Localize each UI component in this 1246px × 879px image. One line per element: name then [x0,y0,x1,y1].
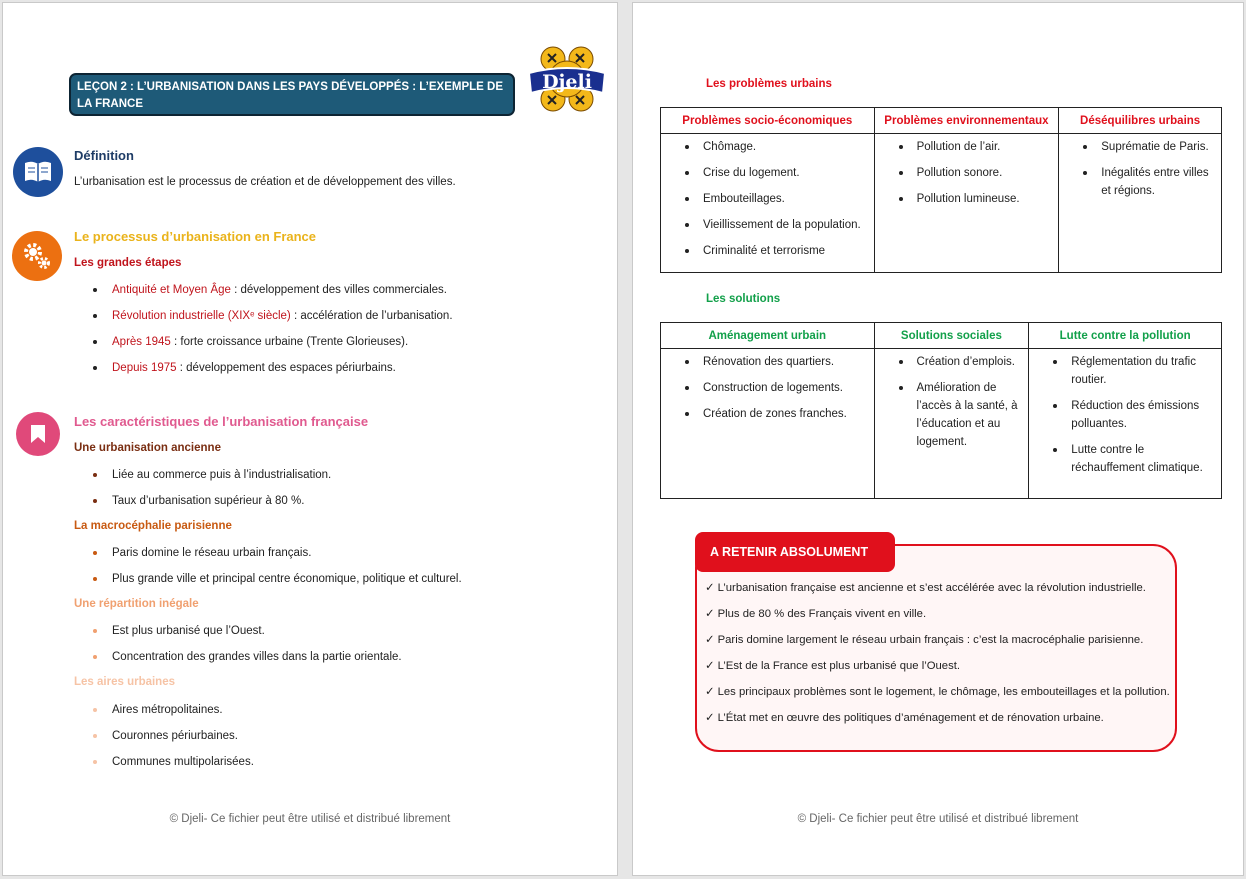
retain-item-text: Les principaux problèmes sont le logement, le chômage, les embouteillages et la pollution. [717,686,1170,698]
retain-item [705,709,1181,727]
group-list [74,703,594,781]
group-item-text: Aires métropolitaines. [112,704,223,716]
process-step [74,335,594,361]
solutions-header: Solutions sociales [874,323,1029,349]
problems-header: Déséquilibres urbains [1059,108,1222,134]
characteristics-heading: Les caractéristiques de l’urbanisation française [74,414,369,429]
bookmark-icon [16,412,60,456]
table-item: Suprématie de Paris. [1059,138,1217,156]
process-step-text: : forte croissance urbaine (Trente Glorieuses). [170,336,409,348]
check-icon: ✓ [705,582,718,594]
retain-title [695,532,895,572]
group-item-text: Liée au commerce puis à l’industrialisation. [112,469,332,481]
process-step [74,309,594,335]
solutions-title: Les solutions [706,293,781,305]
table-item: Pollution de l’air. [875,138,1055,156]
left-page [2,2,618,876]
djeli-logo [523,43,611,119]
retain-item [705,683,1181,701]
problems-cell [1059,134,1222,273]
djeli-logo-graphic [523,43,611,119]
lesson-title: LEÇON 2 : L’URBANISATION DANS LES PAYS DÉVELOPPÉS : L’EXEMPLE DE LA FRANCE [77,81,503,110]
group-item [74,729,594,755]
process-subheading: Les grandes étapes [74,257,182,269]
problems-title: Les problèmes urbains [706,78,832,90]
table-item: Pollution lumineuse. [875,190,1055,208]
group-item-text: Taux d’urbanisation supérieur à 80 %. [112,495,305,507]
lesson-title-banner [69,73,515,116]
group-title: Une répartition inégale [74,598,199,610]
table-item: Création de zones franches. [661,405,870,423]
table-item: Construction de logements. [661,379,870,397]
problems-table [660,107,1222,273]
table-item: Chômage. [661,138,870,156]
table-item: Création d’emplois. [875,353,1025,371]
problems-cell [661,134,875,273]
problems-header: Problèmes socio-économiques [661,108,875,134]
right-page [632,2,1244,876]
retain-item-text: L’Est de la France est plus urbanisé que l’Ouest. [717,660,961,672]
process-step [74,283,594,309]
process-step [74,361,594,387]
retain-title-text: A RETENIR ABSOLUMENT [710,545,869,559]
group-item [74,468,594,494]
solutions-cell [874,349,1029,499]
table-item: Pollution sonore. [875,164,1055,182]
group-item-text: Paris domine le réseau urbain français. [112,547,312,559]
table-item: Rénovation des quartiers. [661,353,870,371]
group-list [74,546,594,598]
group-item-text: Couronnes périurbaines. [112,730,238,742]
solutions-table [660,322,1222,499]
table-item: Lutte contre le réchauffement climatique. [1029,441,1217,477]
group-title: Les aires urbaines [74,676,175,688]
group-item-text: Concentration des grandes villes dans la partie orientale. [112,651,402,663]
group-item [74,703,594,729]
group-item [74,546,594,572]
process-step-text: : développement des espaces périurbains. [176,362,396,374]
table-item: Criminalité et terrorisme [661,242,870,260]
group-item [74,755,594,781]
definition-text: L’urbanisation est le processus de création et de développement des villes. [74,176,456,188]
process-step-label: Après 1945 [112,336,171,348]
check-icon: ✓ [705,660,718,672]
retain-item [705,631,1181,649]
group-title: La macrocéphalie parisienne [74,520,232,532]
retain-item-text: Plus de 80 % des Français vivent en ville. [717,608,927,620]
table-item: Réglementation du trafic routier. [1029,353,1217,389]
process-step-text: : accélération de l’urbanisation. [290,310,453,322]
problems-cell [874,134,1059,273]
check-icon: ✓ [705,634,718,646]
solutions-header: Aménagement urbain [661,323,875,349]
process-step-label: Révolution industrielle (XIXᵉ siècle) [112,310,291,322]
group-item [74,494,594,520]
group-item [74,650,594,676]
footer-copyright: © Djeli- Ce fichier peut être utilisé et distribué librement [797,813,1079,825]
definition-heading: Définition [74,148,134,163]
retain-item-text: L’État met en œuvre des politiques d’aménagement et de rénovation urbaine. [717,712,1104,724]
retain-list [705,579,1181,735]
process-step-text: : développement des villes commerciales. [230,284,447,296]
retain-item [705,657,1181,675]
process-step-label: Depuis 1975 [112,362,177,374]
table-item: Réduction des émissions polluantes. [1029,397,1217,433]
group-item [74,572,594,598]
group-item-text: Est plus urbanisé que l’Ouest. [112,625,265,637]
check-icon: ✓ [705,608,718,620]
group-item-text: Communes multipolarisées. [112,756,254,768]
table-item: Inégalités entre villes et régions. [1059,164,1217,200]
gears-icon [12,231,62,281]
solutions-cell [661,349,875,499]
process-heading: Le processus d’urbanisation en France [74,229,317,244]
table-item: Crise du logement. [661,164,870,182]
process-steps-list [74,283,594,387]
book-icon [13,147,63,197]
group-list [74,624,594,676]
group-item-text: Plus grande ville et principal centre économique, politique et culturel. [112,573,462,585]
group-title: Une urbanisation ancienne [74,442,221,454]
check-icon: ✓ [705,686,718,698]
group-item [74,624,594,650]
table-item: Embouteillages. [661,190,870,208]
process-step-label: Antiquité et Moyen Âge [112,284,231,296]
check-icon: ✓ [705,712,718,724]
retain-item [705,605,1181,623]
retain-item-text: Paris domine largement le réseau urbain français : c’est la macrocéphalie parisienne. [717,634,1144,646]
retain-item-text: L’urbanisation française est ancienne et s’est accélérée avec la révolution industrielle. [717,582,1146,594]
group-list [74,468,594,520]
logo-text: Djeli [542,71,592,93]
table-item: Amélioration de l’accès à la santé, à l’éducation et au logement. [875,379,1025,451]
footer-copyright: © Djeli- Ce fichier peut être utilisé et distribué librement [169,813,451,825]
problems-header: Problèmes environnementaux [874,108,1059,134]
solutions-cell [1029,349,1222,499]
retain-item [705,579,1181,597]
table-item: Vieillissement de la population. [661,216,870,234]
solutions-header: Lutte contre la pollution [1029,323,1222,349]
